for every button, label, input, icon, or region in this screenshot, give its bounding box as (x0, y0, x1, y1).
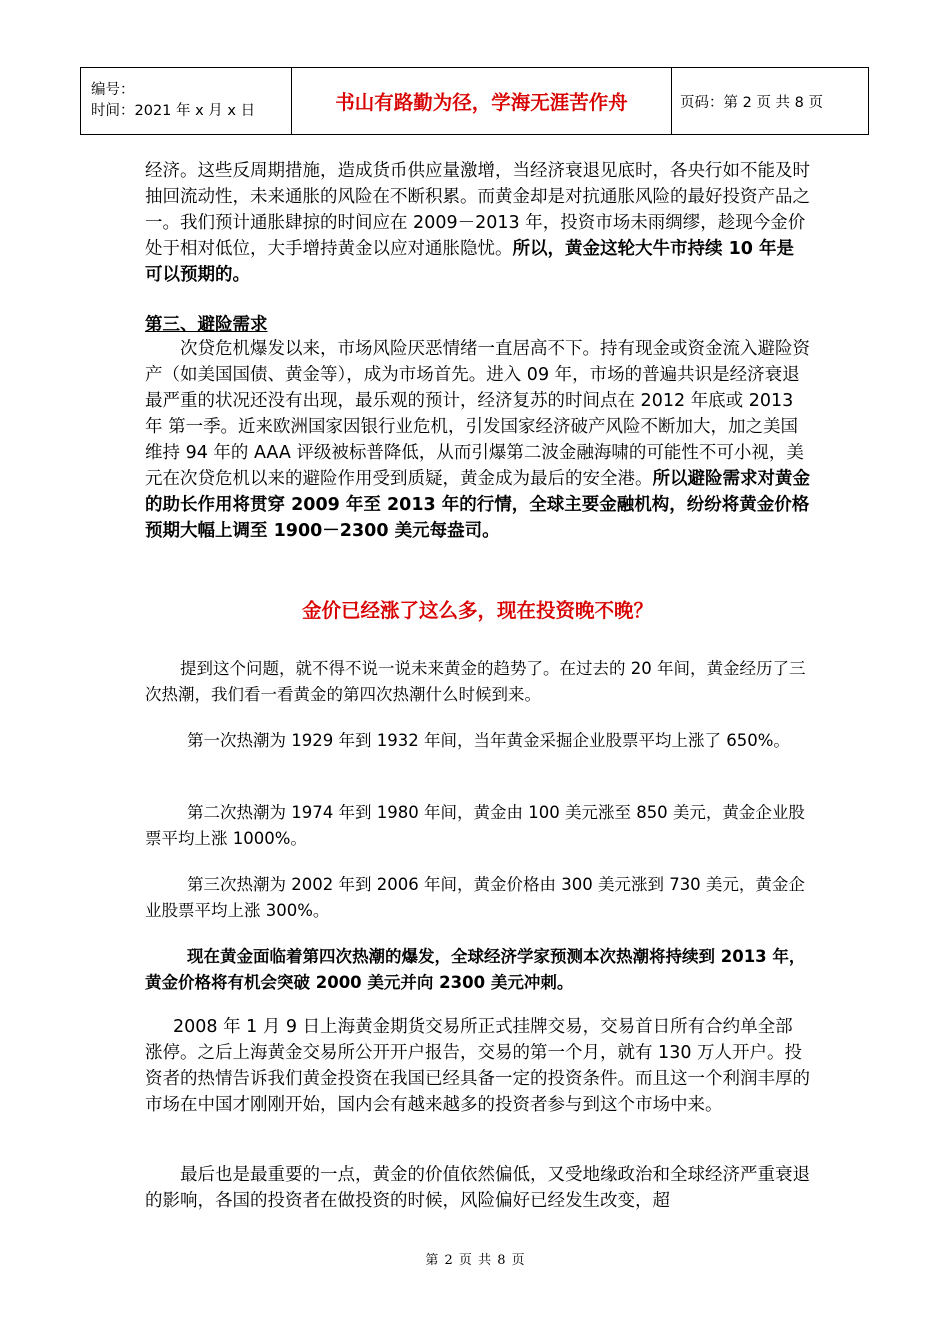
footer-ye: 页 (458, 1253, 472, 1268)
paragraph-shanghai-exchange: 2008 年 1 月 9 日上海黄金期货交易所正式挂牌交易，交易首日所有合约单全部涨停。之后上海黄金交易所公开开户报告，交易的第一个月，就有 130 万人开户。投资者的热情告诉我们黄金投资在我国已经具备一定的投资条件。而且这一个利润丰厚的市场在中国才刚刚开始，国内会有越来越多的投资者参与到这个市场中来。 (145, 1017, 810, 1115)
paragraph-safe-haven (145, 336, 810, 544)
question-heading: 金价已经涨了这么多，现在投资晚不晚？ (301, 599, 653, 622)
footer-di: 第 (425, 1253, 439, 1268)
section-title-safe-haven: 第三、避险需求 (145, 315, 268, 335)
footer-total-pages: 8 (497, 1253, 506, 1268)
paragraph-inflation (145, 158, 810, 288)
paragraph-fourth-boom: 现在黄金面临着第四次热潮的爆发，全球经济学家预测本次热潮将持续到 2013 年，黄金价格将有机会突破 2000 美元并向 2300 美元冲刺。 (145, 947, 806, 992)
paragraph-inflation-conclusion: 所以，黄金这轮大牛市持续 10 年是可以预期的。 (145, 239, 795, 285)
footer-page-number: 2 (444, 1253, 453, 1268)
paragraph-undervalued: 最后也是最重要的一点，黄金的价值依然偏低，又受地缘政治和全球经济严重衰退的影响，各国的投资者在做投资的时候，风险偏好已经发生改变，超 (145, 1165, 810, 1211)
paragraph-safe-haven-conclusion: 所以避险需求对黄金的助长作用将贯穿 2009 年至 2013 年的行情，全球主要金融机构，纷纷将黄金价格预期大幅上调至 1900－2300 美元每盎司。 (145, 469, 810, 541)
paragraph-second-boom: 第二次热潮为 1974 年到 1980 年间，黄金由 100 美元涨至 850 美元，黄金企业股票平均上涨 1000%。 (145, 803, 805, 848)
header-page-info: 页码：第 2 页 共 8 页 (672, 68, 869, 135)
paragraph-trend-intro: 提到这个问题，就不得不说一说未来黄金的趋势了。在过去的 20 年间，黄金经历了三次热潮，我们看一看黄金的第四次热潮什么时候到来。 (145, 659, 806, 704)
paragraph-inflation-text: 经济。这些反周期措施，造成货币供应量激增，当经济衰退见底时，各央行如不能及时抽回流动性，未来通胀的风险在不断积累。而黄金却是对抗通胀风险的最好投资产品之一。我们预计通胀肆掠的时间应在 2009－2013 年，投资市场未雨绸缪，趁现今金价处于相对低位，大手增持黄金以应对通胀隐忧。 (145, 161, 810, 259)
footer-ye-end: 页 (511, 1253, 525, 1268)
date-label: 时间：2021 年 x 月 x 日 (91, 103, 256, 119)
serial-label: 编号： (91, 82, 135, 98)
paragraph-safe-haven-text: 次贷危机爆发以来，市场风险厌恶情绪一直居高不下。持有现金或资金流入避险资产（如美国国债、黄金等），成为市场首先。进入 09 年，市场的普遍共识是经济衰退最严重的状况还没有出现，最乐观的预计，经济复苏的时间点在 2012 年底或 2013 年 第一季。近来欧洲国家因银行业危机，引发国家经济破产风险不断加大，加之美国维持 94 年的 AAA 评级被标普降低，从而引爆第二波金融海啸的可能性不可小视，美元在次贷危机以来的避险作用受到质疑，黄金成为最后的安全港。 (145, 339, 810, 489)
paragraph-first-boom: 第一次热潮为 1929 年到 1932 年间，当年黄金采掘企业股票平均上涨了 650%。 (187, 731, 790, 750)
header-table (80, 67, 869, 135)
header-left-cell (81, 68, 292, 135)
paragraph-third-boom: 第三次热潮为 2002 年到 2006 年间，黄金价格由 300 美元涨到 730 美元，黄金企业股票平均上涨 300%。 (145, 875, 805, 920)
header-motto: 书山有路勤为径，学海无涯苦作舟 (292, 68, 672, 135)
footer-gong: 共 (478, 1253, 492, 1268)
page-footer (0, 1249, 950, 1268)
